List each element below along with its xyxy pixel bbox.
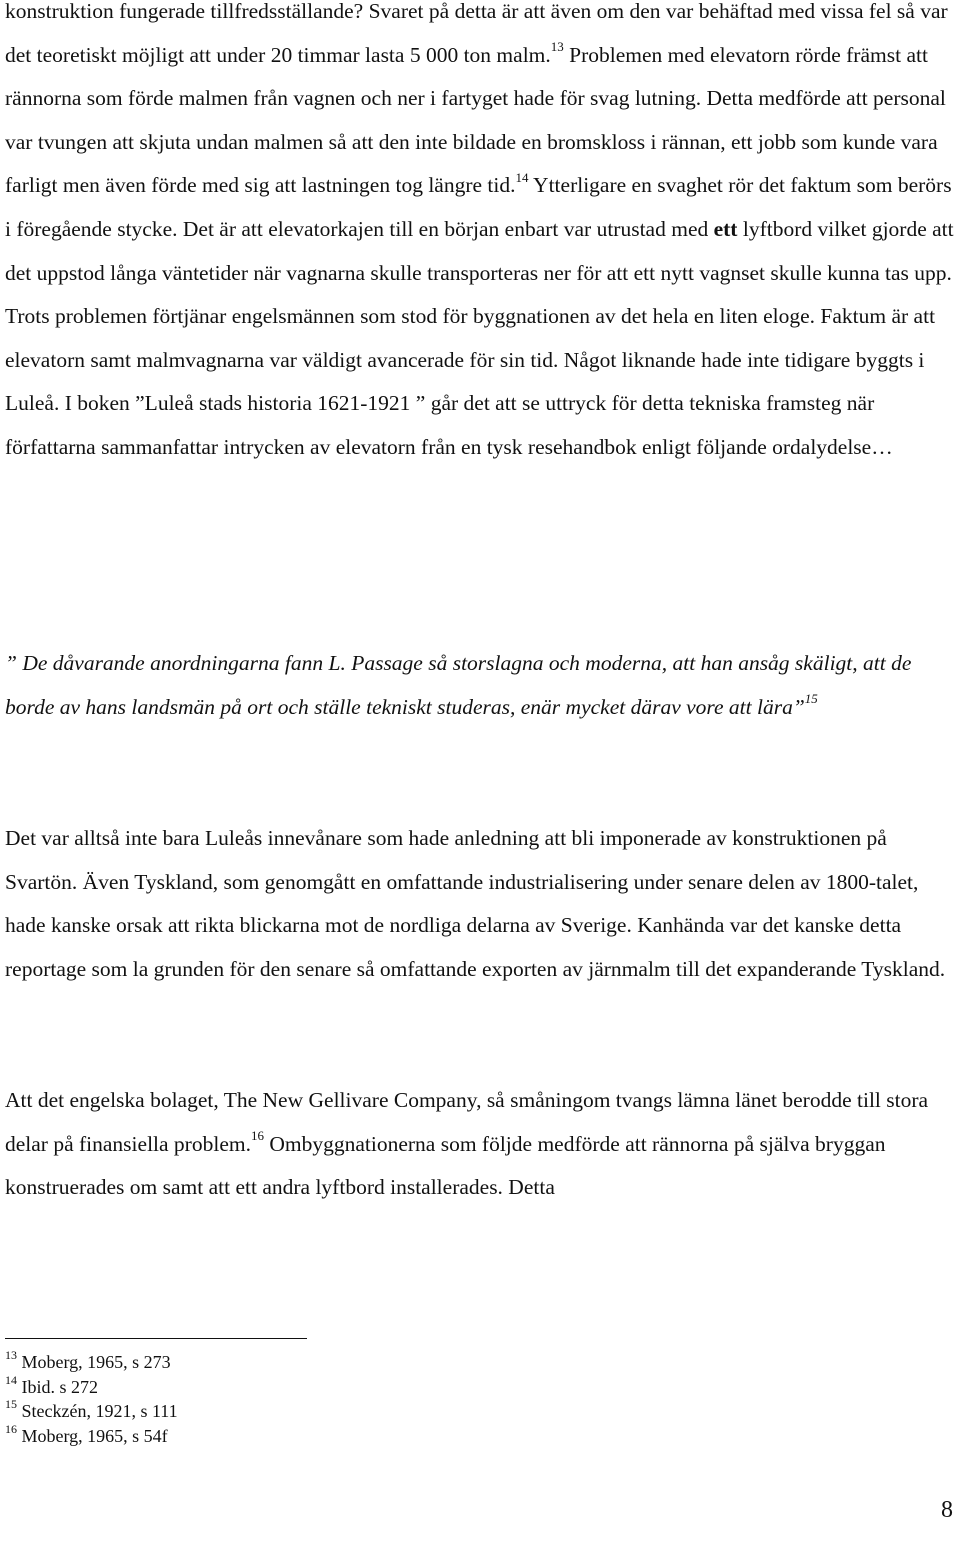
footnote-15 (5, 1399, 605, 1424)
footnote-text: Steckzén, 1921, s 111 (17, 1401, 178, 1421)
paragraph-text: Ytterligare en svaghet rör det faktum som berörs i föregående stycke. Det är att elevatorkajen till en början enbart var utrustad med (5, 173, 952, 241)
paragraph-text: lyftbord vilket gjorde att det uppstod långa väntetider när vagnarna skulle transporteras ner för att ett nytt vagnset skulle kunna tas upp. Trots problemen förtjänar engelsmännen som stod för byggnationen av det hela en liten eloge. Faktum är att elevatorn samt malmvagnarna var väldigt avancerade för sin tid. Något liknande hade inte tidigare byggts i Luleå. I boken ”Luleå stads historia 1621-1921 ” går det att se uttryck för detta tekniska framsteg när författarna sammanfattar intrycken av elevatorn från en tysk resehandbok enligt följande ordalydelse… (5, 216, 954, 459)
body-paragraph-3 (5, 817, 960, 991)
body-paragraph-1 (5, 0, 960, 470)
footnote-text: Moberg, 1965, s 54f (17, 1425, 168, 1446)
footnote-13 (5, 1350, 605, 1375)
paragraph-text: Problemen med elevatorn rörde främst att rännorna som förde malmen från vagnen och ner i fartyget hade för svag lutning. Detta medförde att personal var tvungen att skjuta undan malmen så att den inte bildade en bromskloss i rännan, ett jobb som kunde vara farligt men även förde med sig att lastningen tog längre tid. (5, 42, 946, 198)
footnotes-section (5, 1350, 605, 1448)
footnote-16 (5, 1421, 605, 1449)
paragraph-text: Det var alltså inte bara Luleås innevånare som hade anledning att bli imponerade av konstruktionen på Svartön. Även Tyskland, som genomgått en omfattande industrialisering under senare delen av 1800-talet, hade kanske orsak att rikta blickarna mot de nordliga delarna av Sverige. Kanhända var det kanske detta reportage som la grunden för den senare så omfattande exporten av järnmalm till det expanderande Tyskland. (5, 826, 946, 981)
paragraph-text: konstruktion fungerade tillfredsställande? Svaret på detta är att även om den var behäftad med vissa fel så var det teoretiskt möjligt att under 20 timmar lasta 5 000 ton malm. (5, 0, 948, 67)
footnote-text: Ibid. s 272 (17, 1376, 98, 1397)
footnote-ref-14[interactable]: 14 (515, 170, 529, 186)
footnote-ref-16[interactable]: 16 (250, 1128, 264, 1144)
emphasized-word: ett (713, 216, 738, 241)
footnote-ref-15[interactable]: 15 (804, 691, 818, 707)
paragraph-text: Att det engelska bolaget, The New Gellivare Company, så småningom tvangs lämna länet berodde till stora delar på finansiella problem. (5, 1088, 929, 1156)
block-quote (5, 642, 960, 729)
body-paragraph-4 (5, 1079, 960, 1210)
footnote-divider (5, 1338, 307, 1339)
footnote-ref-13[interactable]: 13 (550, 39, 564, 55)
footnote-number: 16 (5, 1421, 17, 1436)
footnote-number: 14 (5, 1372, 17, 1387)
footnote-number: 13 (5, 1348, 17, 1362)
footnote-text: Moberg, 1965, s 273 (17, 1352, 171, 1372)
paragraph-text: Ombyggnationerna som följde medförde att rännorna på själva bryggan konstruerades om samt att ett andra lyftbord installerades. Detta (5, 1131, 886, 1200)
footnote-number: 15 (5, 1397, 17, 1411)
footnote-14 (5, 1372, 605, 1400)
page-number: 8 (941, 1497, 953, 1523)
quote-text: ” De dåvarande anordningarna fann L. Passage så storslagna och moderna, att han ansåg skäligt, att de borde av hans landsmän på ort och ställe tekniskt studeras, enär mycket därav vore att lära” (5, 651, 912, 719)
